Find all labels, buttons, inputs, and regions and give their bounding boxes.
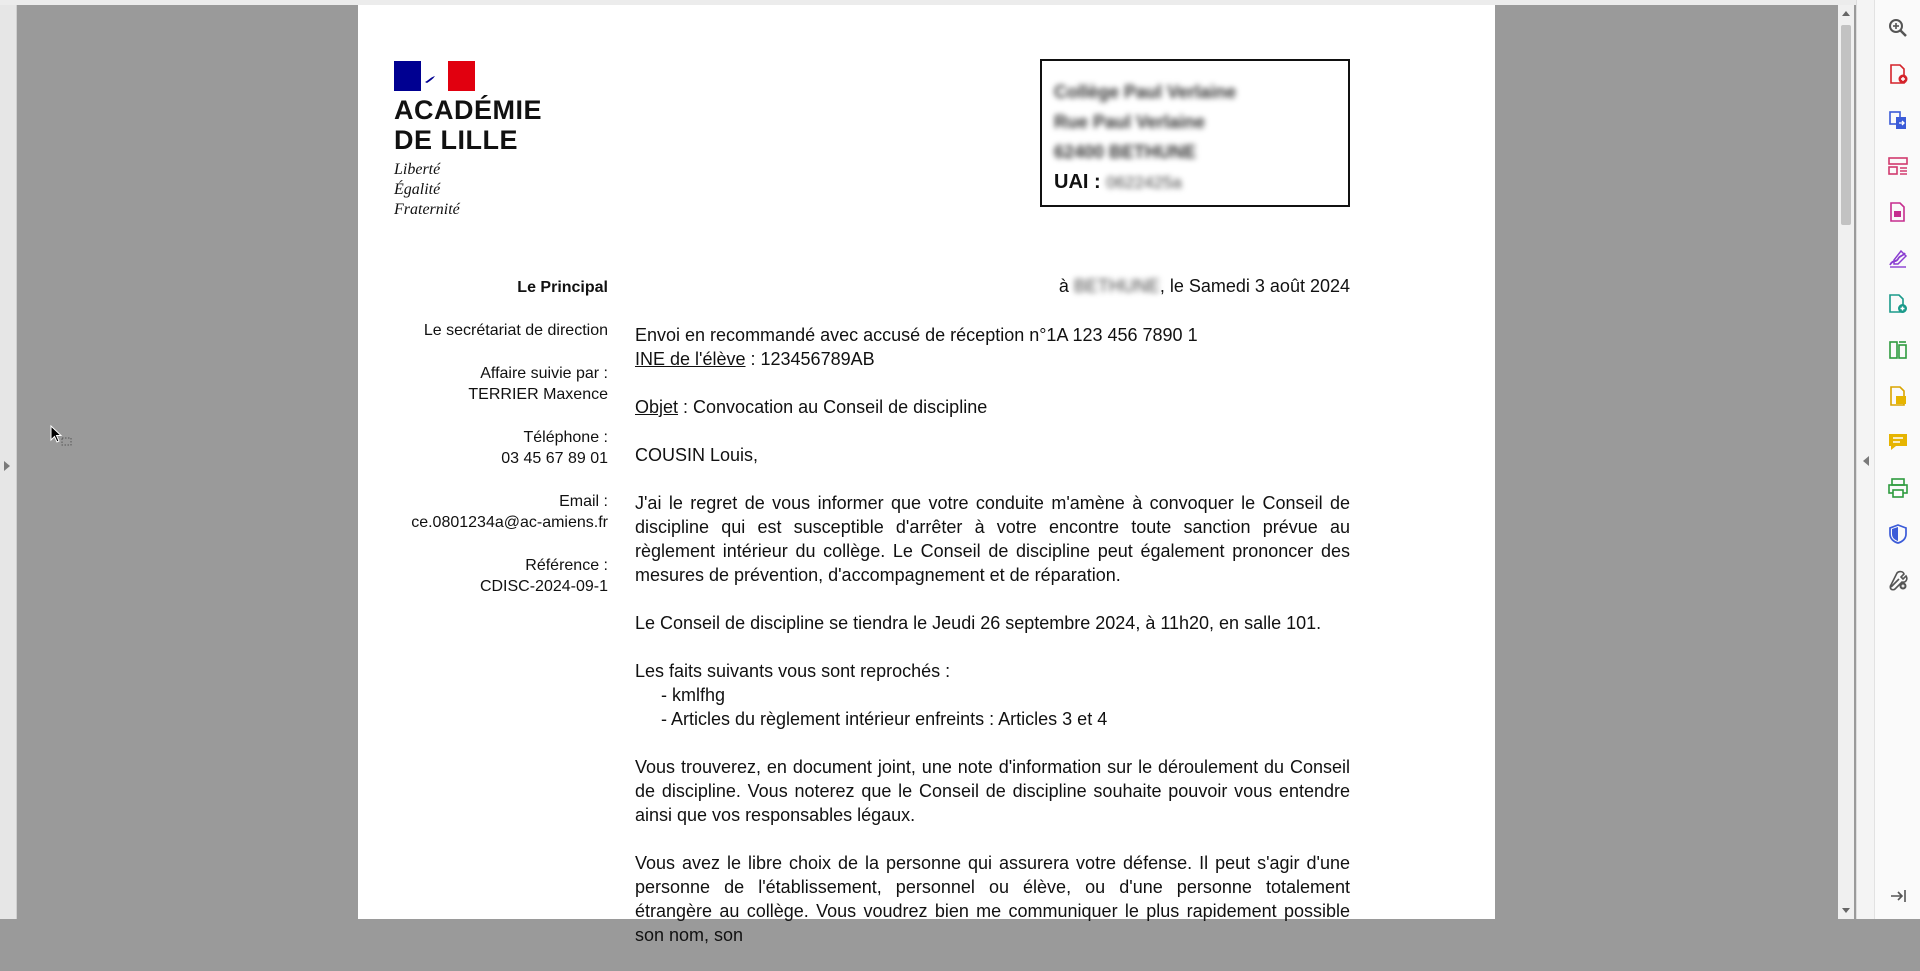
tools-sidebar — [1874, 0, 1920, 919]
export-pdf-icon[interactable] — [1885, 61, 1911, 87]
sender-role: Le Principal — [517, 279, 608, 296]
uai-value: 0622425a — [1106, 173, 1182, 192]
motto-fraternite: Fraternité — [394, 201, 460, 218]
academie-logo — [394, 61, 542, 220]
academie-name-line1: ACADÉMIE — [394, 95, 543, 125]
reference-value: CDISC-2024-09-1 — [479, 578, 608, 595]
motto-liberte: Liberté — [394, 161, 441, 178]
scroll-down-arrow-icon[interactable] — [1842, 908, 1850, 913]
protect-icon[interactable] — [1885, 521, 1911, 547]
fact-item: - Articles du règlement intérieur enfreints : Articles 3 et 4 — [661, 709, 1108, 729]
email-label: Email : — [559, 493, 608, 510]
motto-egalite: Égalité — [394, 181, 441, 198]
date-prefix: à — [1058, 276, 1069, 296]
more-tools-icon[interactable] — [1885, 567, 1911, 593]
comment-icon[interactable] — [1885, 429, 1911, 455]
phone-value: 03 45 67 89 01 — [501, 450, 608, 467]
salutation: COUSIN Louis, — [635, 445, 759, 465]
date-suffix: , le Samedi 3 août 2024 — [1159, 276, 1350, 296]
email-value: ce.0801234a@ac-amiens.fr — [411, 514, 608, 531]
object-value: : Convocation au Conseil de discipline — [678, 397, 988, 417]
ine-label: INE de l'élève — [635, 349, 746, 369]
facts-intro: Les faits suivants vous sont reprochés : — [635, 661, 951, 681]
vertical-scrollbar[interactable] — [1838, 5, 1854, 919]
create-pdf-icon[interactable] — [1885, 107, 1911, 133]
collapse-panel-icon[interactable] — [1885, 883, 1911, 909]
print-production-icon[interactable] — [1885, 475, 1911, 501]
pdf-page — [358, 5, 1495, 945]
followed-by-value: TERRIER Maxence — [468, 386, 608, 403]
ine-line — [635, 347, 1350, 371]
recipient-line3: 62400 BETHUNE — [1054, 142, 1197, 162]
combine-files-icon[interactable] — [1885, 291, 1911, 317]
date-city: BETHUNE — [1073, 276, 1160, 296]
uai-label: UAI : — [1054, 171, 1101, 193]
marianne-icon — [421, 61, 448, 91]
academie-name-line2: DE LILLE — [394, 125, 518, 155]
sender-service: Le secrétariat de direction — [423, 322, 608, 339]
object-label: Objet — [635, 397, 679, 417]
left-panel-toggle[interactable] — [0, 5, 17, 919]
paragraph-4: Vous avez le libre choix de la personne qui assurera votre défense. Il peut s'agir d'une personne de l'établissement, personnel ou élève, ou d'une personne totalement étrangère au collège. Vous voudrez bien me communiquer le plus rapidement possible son nom, son — [635, 853, 1350, 945]
expand-left-arrow-icon[interactable] — [4, 461, 10, 471]
recipient-line1: Collège Paul Verlaine — [1054, 82, 1237, 102]
ine-value: : 123456789AB — [745, 349, 875, 369]
registered-mail-line: Envoi en recommandé avec accusé de réception n°1A 123 456 7890 1 — [635, 325, 1198, 345]
collapse-right-arrow-icon[interactable] — [1863, 456, 1869, 466]
followed-by-label: Affaire suivie par : — [480, 365, 608, 382]
organize-pages-icon[interactable] — [1885, 153, 1911, 179]
fact-item: - kmlfhg — [661, 685, 726, 705]
compress-pdf-icon[interactable] — [1885, 337, 1911, 363]
paragraph-1: J'ai le regret de vous informer que votre conduite m'amène à convoquer le Conseil de discipline qui est susceptible d'arrêter à votre encontre toute sanction prévue au règlement intérieur du collège. Le Conseil de discipline peut également prononcer des mesures de prévention, d'accompagnement et de réparation. — [635, 493, 1350, 585]
right-panel-toggle[interactable] — [1856, 0, 1875, 919]
object-line — [635, 395, 1350, 419]
recipient-address-box — [1040, 59, 1350, 207]
date-line — [758, 276, 1350, 297]
phone-label: Téléphone : — [523, 429, 608, 446]
recipient-line2: Rue Paul Verlaine — [1054, 112, 1206, 132]
paragraph-2: Le Conseil de discipline se tiendra le Jeudi 26 septembre 2024, à 11h20, en salle 101. — [635, 613, 1322, 633]
fill-sign-icon[interactable] — [1885, 245, 1911, 271]
facts-list — [635, 683, 1350, 731]
uai-line — [1054, 167, 1336, 198]
edit-pdf-icon[interactable] — [1885, 199, 1911, 225]
scan-ocr-icon[interactable] — [1885, 383, 1911, 409]
reference-label: Référence : — [525, 557, 608, 574]
republic-flag-logo — [394, 61, 475, 91]
paragraph-3: Vous trouverez, en document joint, une note d'information sur le déroulement du Conseil de discipline. Vous noterez que le Conseil de discipline souhaite pouvoir vous entendre ainsi que vos responsables légaux. — [635, 757, 1350, 825]
zoom-in-icon[interactable] — [1885, 15, 1911, 41]
letter-body — [635, 323, 1350, 971]
scroll-up-arrow-icon[interactable] — [1842, 11, 1850, 16]
mouse-cursor-icon — [50, 425, 76, 451]
scrollbar-thumb[interactable] — [1841, 25, 1851, 225]
